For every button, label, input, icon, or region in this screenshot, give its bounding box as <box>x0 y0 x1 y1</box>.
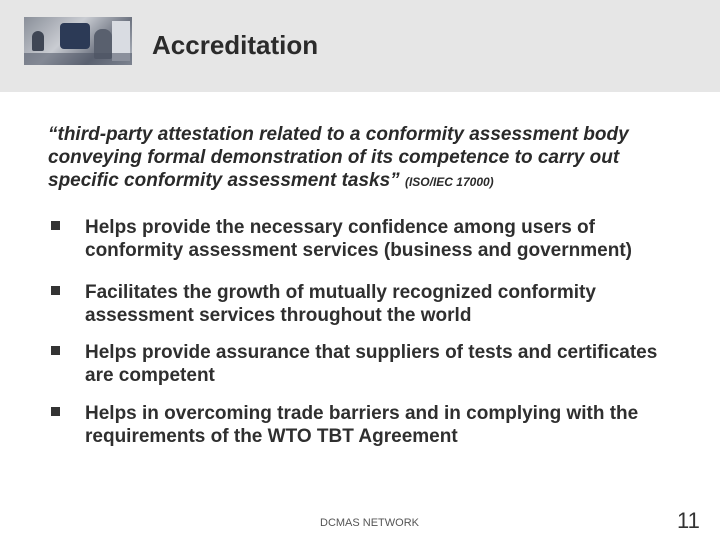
bullet-text: Helps provide the necessary confidence among users of conformity assessment services (business and government) <box>85 217 632 261</box>
slide-title: Accreditation <box>152 30 319 60</box>
square-bullet-icon <box>51 346 60 355</box>
square-bullet-icon <box>51 221 60 230</box>
bullet-text: Helps provide assurance that suppliers of tests and certificates are competent <box>85 342 658 386</box>
bullet-item <box>50 216 690 262</box>
header-band <box>0 0 720 92</box>
square-bullet-icon <box>51 407 60 416</box>
page-number: 11 <box>677 508 700 533</box>
definition-reference: (ISO/IEC 17000) <box>404 175 494 189</box>
bullet-item <box>50 281 690 327</box>
bullet-item <box>50 341 690 387</box>
square-bullet-icon <box>51 286 60 295</box>
bullet-text: Helps in overcoming trade barriers and in complying with the requirements of the WTO TBT Agreement <box>85 403 639 447</box>
definition-quote <box>48 123 688 194</box>
footer-label: DCMAS NETWORK <box>320 517 419 529</box>
bullet-list <box>50 216 690 467</box>
header-photo <box>24 17 132 65</box>
bullet-text: Facilitates the growth of mutually recognized conformity assessment services throughout the world <box>85 282 596 326</box>
definition-text: “third-party attestation related to a conformity assessment body conveying formal demonstration of its competence to carry out specific conformity assessment tasks” <box>48 124 629 191</box>
bullet-item <box>50 402 690 448</box>
